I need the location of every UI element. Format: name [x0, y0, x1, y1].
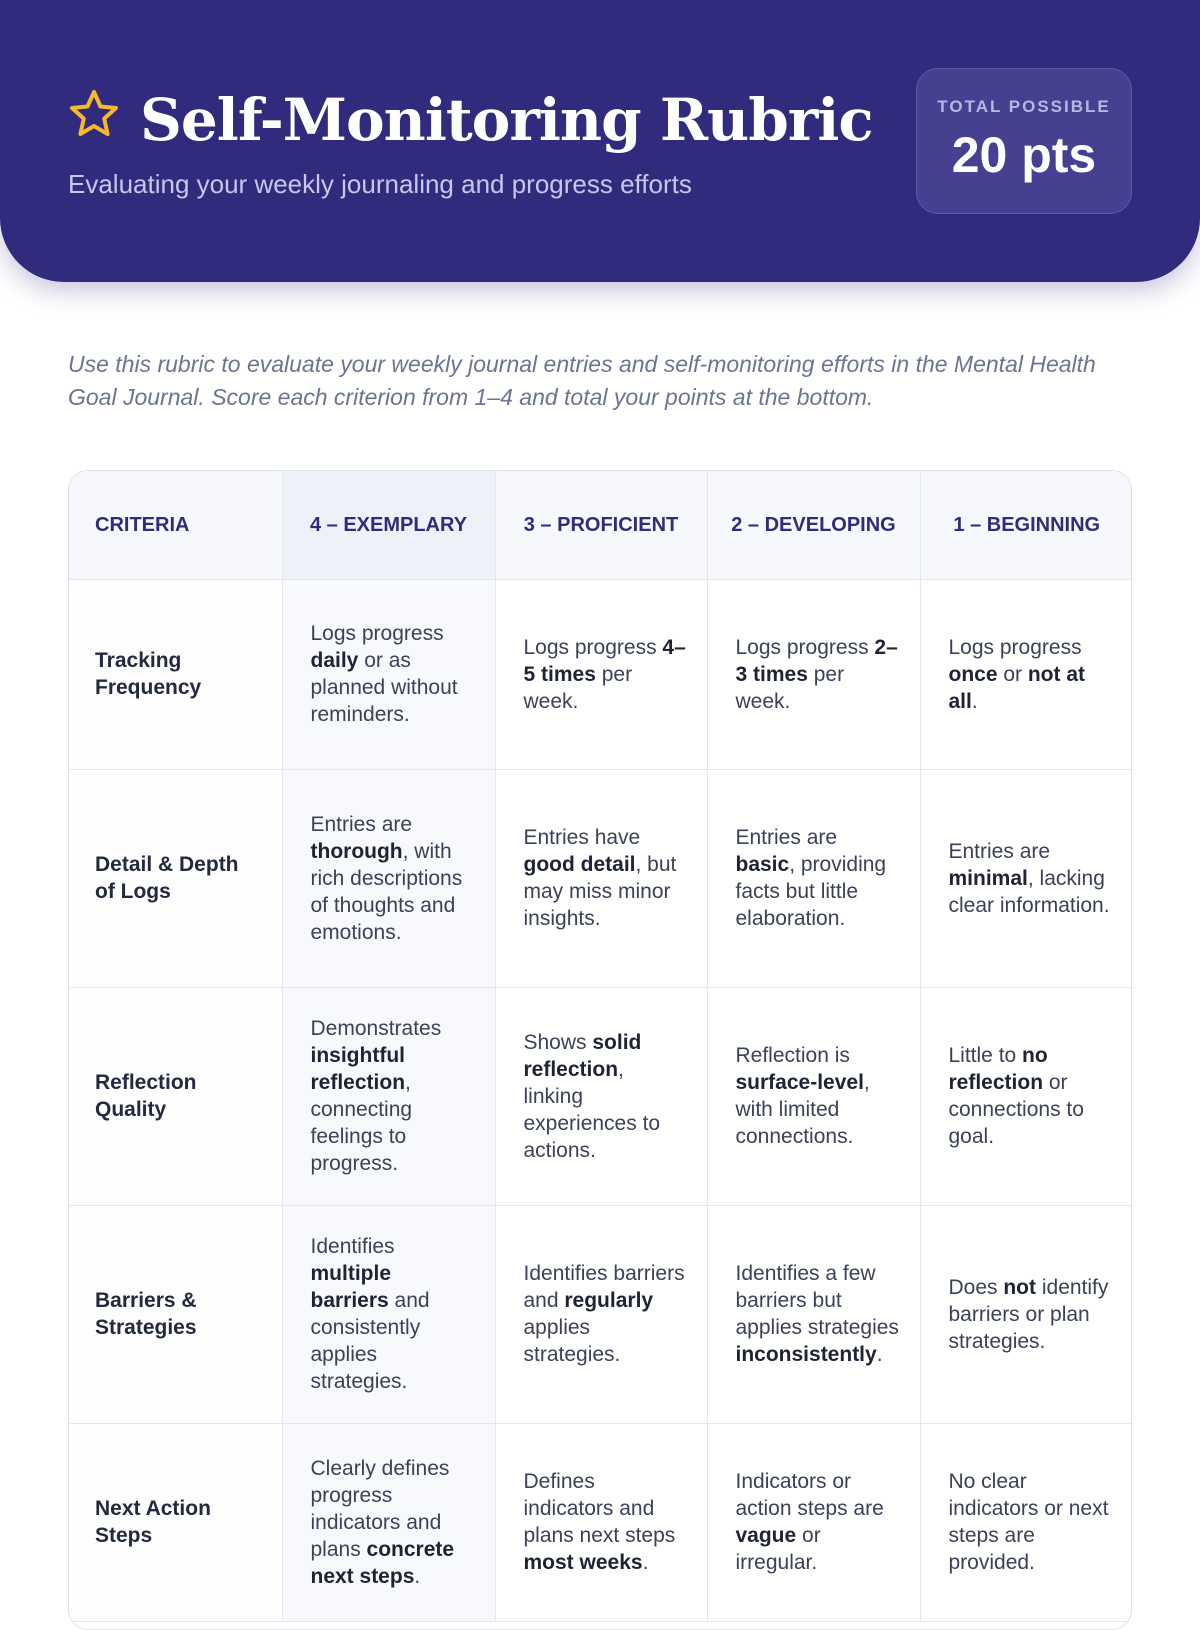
emphasis-text: not: [1003, 1275, 1037, 1299]
descriptor-cell: Logs progress daily or as planned without reminders.: [282, 579, 495, 769]
star-icon: [68, 88, 120, 140]
emphasis-text: minimal: [948, 866, 1028, 890]
column-header-proficient: 3 – PROFICIENT: [495, 471, 707, 579]
criterion-cell: Next Action Steps: [69, 1423, 282, 1621]
descriptor-cell: Little to no reflection or connections to goal.: [920, 987, 1132, 1205]
page-title: Self-Monitoring Rubric: [140, 86, 873, 154]
emphasis-text: insightful reflection: [310, 1044, 406, 1094]
emphasis-text: 2–3 times: [735, 635, 898, 686]
descriptor-cell: Identifies a few barriers but applies strategies inconsistently.: [707, 1205, 920, 1423]
emphasis-text: solid reflection: [523, 1030, 642, 1081]
emphasis-text: once: [948, 662, 998, 686]
criterion-cell: Tracking Frequency: [69, 579, 282, 769]
emphasis-text: most weeks: [523, 1551, 643, 1574]
column-header-beginning: 1 – BEGINNING: [920, 471, 1132, 579]
emphasis-text: thorough: [310, 839, 403, 863]
table-row: [69, 987, 1132, 1205]
rubric-table-container: [68, 470, 1132, 1630]
total-points-badge: [916, 68, 1132, 214]
descriptor-cell: Clearly defines progress indicators and plans concrete next steps.: [282, 1423, 495, 1621]
table-row: [69, 769, 1132, 987]
descriptor-cell: Does not identify barriers or plan strategies.: [920, 1205, 1132, 1423]
column-header-developing: 2 – DEVELOPING: [707, 471, 920, 579]
total-points-value: 20 pts: [951, 127, 1097, 183]
emphasis-text: daily: [310, 649, 359, 672]
descriptor-cell: Logs progress 4–5 times per week.: [495, 579, 707, 769]
emphasis-text: regularly: [564, 1289, 654, 1312]
descriptor-cell: Logs progress 2–3 times per week.: [707, 579, 920, 769]
page-subtitle: Evaluating your weekly journaling and progress efforts: [68, 169, 692, 199]
descriptor-cell: Reflection is surface-level, with limited connections.: [707, 987, 920, 1205]
descriptor-cell: Shows solid reflection, linking experiences to actions.: [495, 987, 707, 1205]
descriptor-cell: Identifies barriers and regularly applies strategies.: [495, 1205, 707, 1423]
emphasis-text: inconsistently: [735, 1343, 877, 1366]
column-header-exemplary: 4 – EXEMPLARY: [282, 471, 495, 579]
descriptor-cell: Demonstrates insightful reflection, connecting feelings to progress.: [282, 987, 495, 1205]
emphasis-text: not at all: [948, 662, 1086, 713]
table-row: [69, 1423, 1132, 1621]
descriptor-cell: Entries are basic, providing facts but little elaboration.: [707, 769, 920, 987]
descriptor-cell: Entries are thorough, with rich descriptions of thoughts and emotions.: [282, 769, 495, 987]
criterion-cell: Detail & Depth of Logs: [69, 769, 282, 987]
descriptor-cell: Entries are minimal, lacking clear information.: [920, 769, 1132, 987]
criterion-cell: Reflection Quality: [69, 987, 282, 1205]
descriptor-cell: Logs progress once or not at all.: [920, 579, 1132, 769]
descriptor-cell: Defines indicators and plans next steps most weeks.: [495, 1423, 707, 1621]
table-header-row: [69, 471, 1132, 579]
rubric-table: [69, 471, 1132, 1622]
table-row: [69, 579, 1132, 769]
rubric-instructions: Use this rubric to evaluate your weekly journal entries and self-monitoring efforts in the Mental Health Goal Journal. Score each criterion from 1–4 and total your points at the bottom.: [68, 351, 1096, 410]
emphasis-text: concrete next steps: [310, 1537, 455, 1588]
emphasis-text: surface-level: [735, 1071, 864, 1094]
total-points-label: TOTAL POSSIBLE: [937, 97, 1111, 116]
criterion-cell: Barriers & Strategies: [69, 1205, 282, 1423]
table-row: [69, 1205, 1132, 1423]
column-header-criteria: CRITERIA: [69, 471, 282, 579]
descriptor-cell: Identifies multiple barriers and consistently applies strategies.: [282, 1205, 495, 1423]
emphasis-text: vague: [735, 1524, 797, 1547]
descriptor-cell: Indicators or action steps are vague or irregular.: [707, 1423, 920, 1621]
emphasis-text: good detail: [523, 853, 636, 876]
emphasis-text: 4–5 times: [523, 635, 686, 686]
emphasis-text: basic: [735, 853, 790, 876]
descriptor-cell: No clear indicators or next steps are provided.: [920, 1423, 1132, 1621]
page-header: [0, 0, 1200, 282]
emphasis-text: no reflection: [948, 1044, 1048, 1094]
descriptor-cell: Entries have good detail, but may miss minor insights.: [495, 769, 707, 987]
emphasis-text: multiple barriers: [310, 1262, 392, 1312]
